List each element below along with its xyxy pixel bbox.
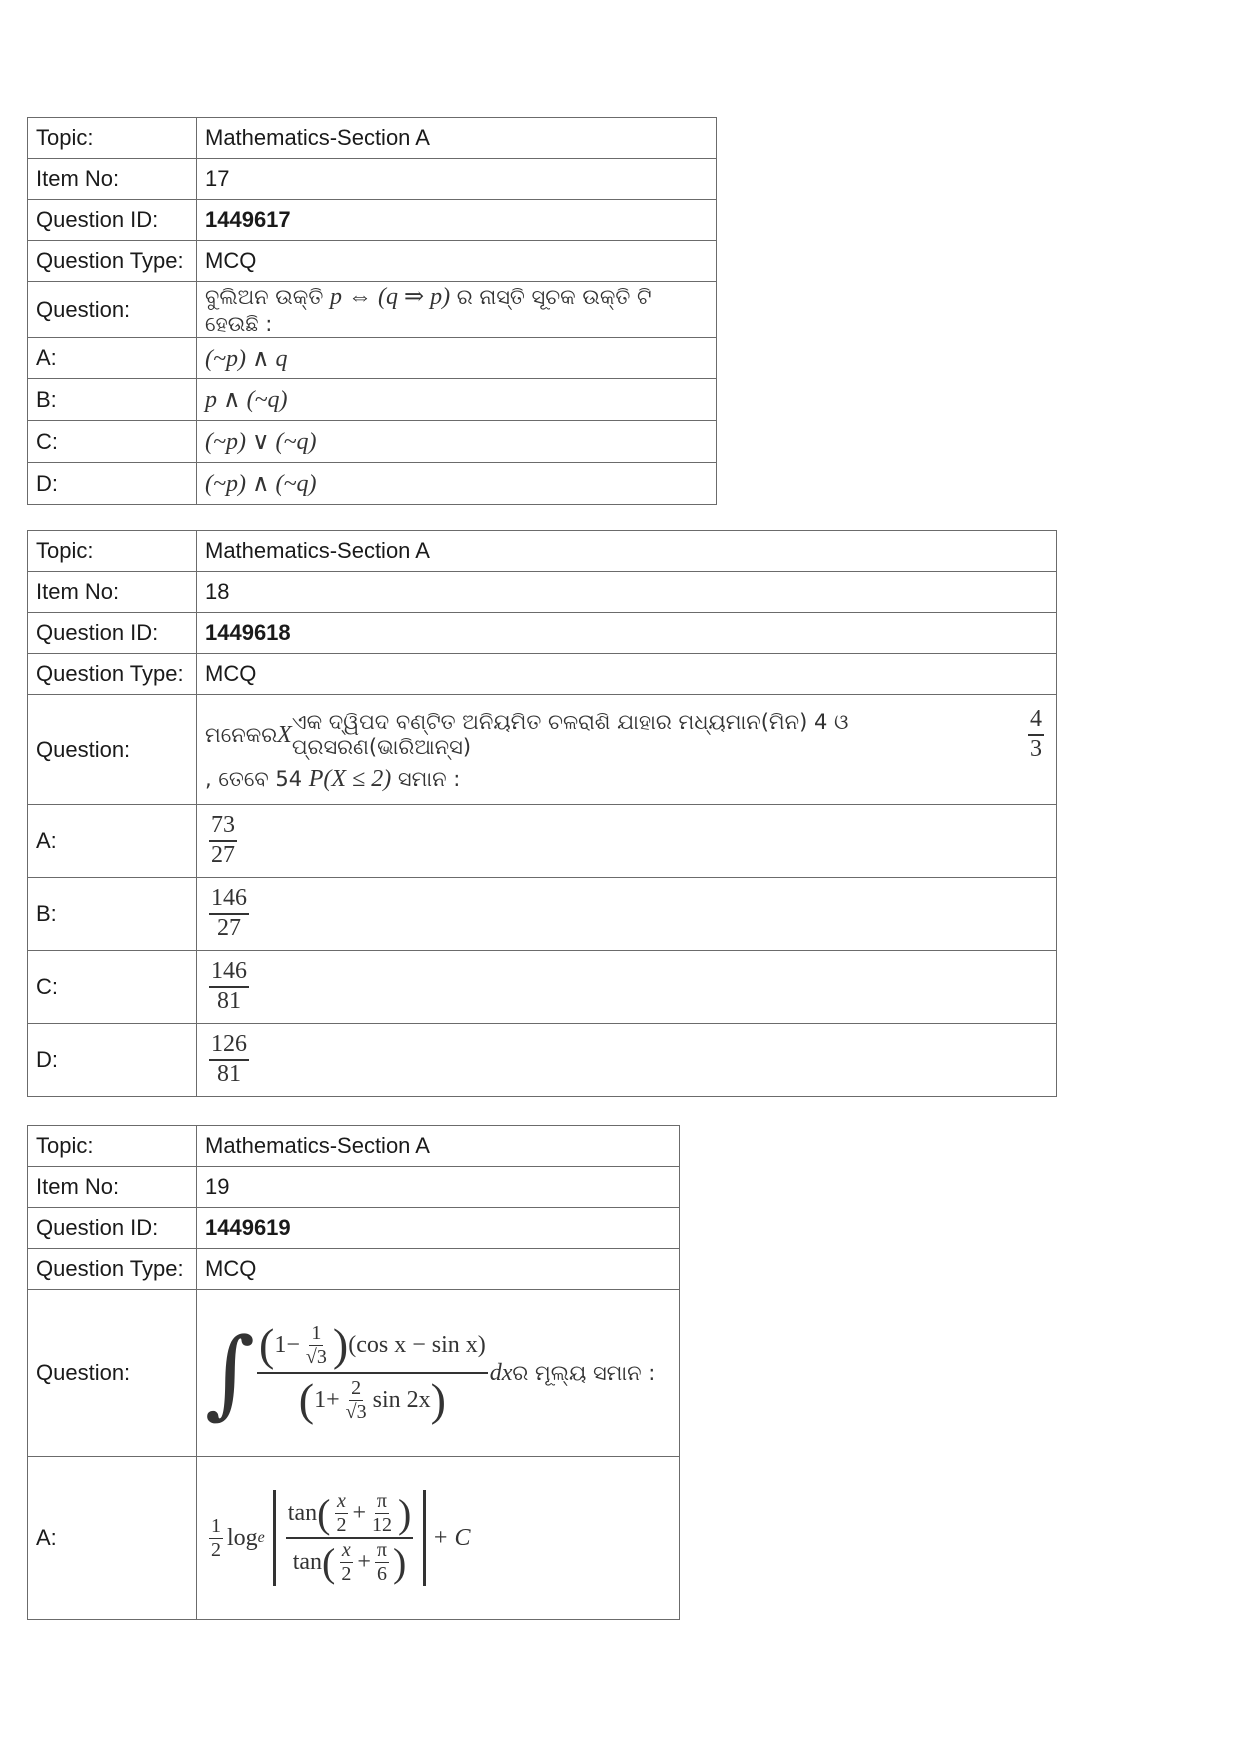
question-type-label: Question Type:: [28, 654, 197, 695]
den-inner-num: 2: [351, 1376, 362, 1399]
question-text-after: ର ମୂଲ୍ୟ ସମାନ :: [512, 1360, 656, 1385]
absolute-value: [273, 1490, 427, 1586]
den-trig: sin 2x: [372, 1386, 431, 1413]
item-no-value: 19: [197, 1167, 680, 1208]
option-b-label: B:: [28, 379, 197, 421]
option-a-fraction: [209, 812, 237, 869]
twelve-den: 12: [371, 1514, 392, 1536]
half-fraction: [209, 1515, 223, 1562]
half-den: 2: [211, 1538, 221, 1561]
topic-value: Mathematics-Section A: [197, 531, 1057, 572]
option-a-label: A:: [28, 805, 197, 878]
topic-value: Mathematics-Section A: [197, 1126, 680, 1167]
question-table-19: [27, 1125, 680, 1620]
integral-sign: ∫: [205, 1317, 256, 1429]
tan-ratio: [286, 1490, 414, 1586]
question-type-label: Question Type:: [28, 1249, 197, 1290]
variance-num: 4: [1028, 706, 1044, 736]
num-inner-den: √3: [305, 1346, 327, 1369]
option-c-fraction: [209, 958, 249, 1015]
x-half: [339, 1539, 353, 1586]
option-d-value: (~p) ∧ (~q): [197, 463, 717, 505]
question-text-before: ବୁଲିଅନ ଉକ୍ତି: [205, 285, 330, 309]
item-no-label: Item No:: [28, 1167, 197, 1208]
question-text-after: ର ନାସ୍ତି ସୂଚକ ଉକ୍ତି ଟି ହେଉଛି :: [205, 285, 652, 336]
question-type-label: Question Type:: [28, 241, 197, 282]
option-c-num: 146: [209, 958, 249, 988]
question-integral: [197, 1290, 680, 1457]
tan-label: tan: [287, 1499, 318, 1526]
question-label: Question:: [28, 282, 197, 338]
option-b-num: 146: [209, 885, 249, 915]
option-a-num: 73: [209, 812, 237, 842]
tan-label: tan: [292, 1548, 323, 1575]
question-math: P(X ≤ 2): [308, 765, 392, 792]
question-type-value: MCQ: [197, 241, 717, 282]
pi-num: π: [376, 1490, 388, 1512]
option-c-den: 81: [217, 988, 241, 1014]
question-table-17: [27, 117, 717, 505]
item-no-label: Item No:: [28, 159, 197, 200]
topic-value: Mathematics-Section A: [197, 118, 717, 159]
option-c-value: [197, 951, 1057, 1024]
num-inner-fraction: [304, 1322, 329, 1369]
question-text-1: ମନେକର: [205, 722, 278, 747]
x-den: 2: [336, 1514, 347, 1536]
option-d-num: 126: [209, 1031, 249, 1061]
question-table-18: [27, 530, 1057, 1097]
pi-num: π: [376, 1539, 388, 1561]
pi-six: [375, 1539, 389, 1586]
option-b-fraction: [209, 885, 249, 942]
six-den: 6: [376, 1563, 387, 1585]
option-a-value: [197, 805, 1057, 878]
question-label: Question:: [28, 1290, 197, 1457]
plus: +: [357, 1548, 371, 1575]
option-d-label: D:: [28, 463, 197, 505]
question-id-value: 1449617: [197, 200, 717, 241]
option-a-den: 27: [211, 842, 235, 868]
dx: dx: [489, 1359, 513, 1386]
topic-label: Topic:: [28, 1126, 197, 1167]
option-a-value: [197, 1457, 680, 1620]
den-inner-den: √3: [345, 1400, 367, 1423]
option-d-value: [197, 1024, 1057, 1097]
question-id-label: Question ID:: [28, 200, 197, 241]
option-a-label: A:: [28, 338, 197, 379]
integrand-numerator: ( 1− $\frac{1}{√3}$ ) (cos x − sin x): [257, 1319, 488, 1374]
option-a-value: (~p) ∧ q: [197, 338, 717, 379]
option-a-label: A:: [28, 1457, 197, 1620]
tan-numerator: tan ( $\frac{x}{2}$ + $\frac{\pi}{12}$ ): [286, 1490, 414, 1539]
question-text: [197, 695, 1057, 805]
question-var: X: [277, 721, 292, 748]
question-label: Question:: [28, 695, 197, 805]
option-c-value: (~p) ∨ (~q): [197, 421, 717, 463]
question-id-label: Question ID:: [28, 613, 197, 654]
tan-denominator: tan ( $\frac{x}{2}$ + $\frac{\pi}{6}$ ): [292, 1539, 407, 1585]
question-id-value: 1449619: [197, 1208, 680, 1249]
den-one: 1+: [314, 1386, 340, 1413]
den-inner-fraction: [344, 1377, 369, 1424]
option-b-value: [197, 878, 1057, 951]
option-b-den: 27: [217, 915, 241, 941]
question-type-value: MCQ: [197, 1249, 680, 1290]
integrand-fraction: [257, 1319, 488, 1427]
constant: + C: [432, 1524, 471, 1551]
question-text-2: ଏକ ଦ୍ୱିପଦ ବଣ୍ଟିତ ଅନିୟମିତ ଚଳରାଶି ଯାହାର ମଧ୍ୟମାନ(ମିନ) 4 ଓ ପ୍ରସରଣ(ଭାରିଆନ୍ସ): [291, 710, 849, 759]
integrand-denominator: ( 1+ $\frac{2}{√3}$ sin 2x ): [298, 1374, 446, 1425]
option-b-value: p ∧ (~q): [197, 379, 717, 421]
num-trig: (cos x − sin x): [348, 1331, 486, 1358]
question-text-3: , ତେବେ 54: [205, 766, 309, 791]
question-text: [197, 282, 717, 338]
variance-fraction: [1028, 706, 1044, 763]
num-inner-num: 1: [311, 1322, 322, 1345]
option-d-label: D:: [28, 1024, 197, 1097]
question-text-4: ସମାନ :: [391, 766, 461, 791]
item-no-label: Item No:: [28, 572, 197, 613]
option-c-label: C:: [28, 421, 197, 463]
topic-label: Topic:: [28, 118, 197, 159]
log-base: e: [257, 1529, 265, 1546]
x-den: 2: [341, 1563, 352, 1585]
item-no-value: 17: [197, 159, 717, 200]
question-id-label: Question ID:: [28, 1208, 197, 1249]
option-d-fraction: [209, 1031, 249, 1088]
plus: +: [352, 1499, 366, 1526]
item-no-value: 18: [197, 572, 1057, 613]
half-num: 1: [211, 1514, 221, 1537]
x-half: [334, 1490, 348, 1537]
x-num: x: [336, 1490, 346, 1512]
topic-label: Topic:: [28, 531, 197, 572]
option-b-label: B:: [28, 878, 197, 951]
question-math: p ⇔ (q ⇒ p): [329, 284, 451, 310]
x-num: x: [341, 1539, 351, 1561]
question-type-value: MCQ: [197, 654, 1057, 695]
option-d-den: 81: [217, 1061, 241, 1087]
option-c-label: C:: [28, 951, 197, 1024]
pi-twelve: [370, 1490, 394, 1537]
log-label: log: [227, 1524, 258, 1551]
variance-den: 3: [1030, 736, 1042, 762]
num-one: 1−: [274, 1331, 300, 1358]
question-id-value: 1449618: [197, 613, 1057, 654]
